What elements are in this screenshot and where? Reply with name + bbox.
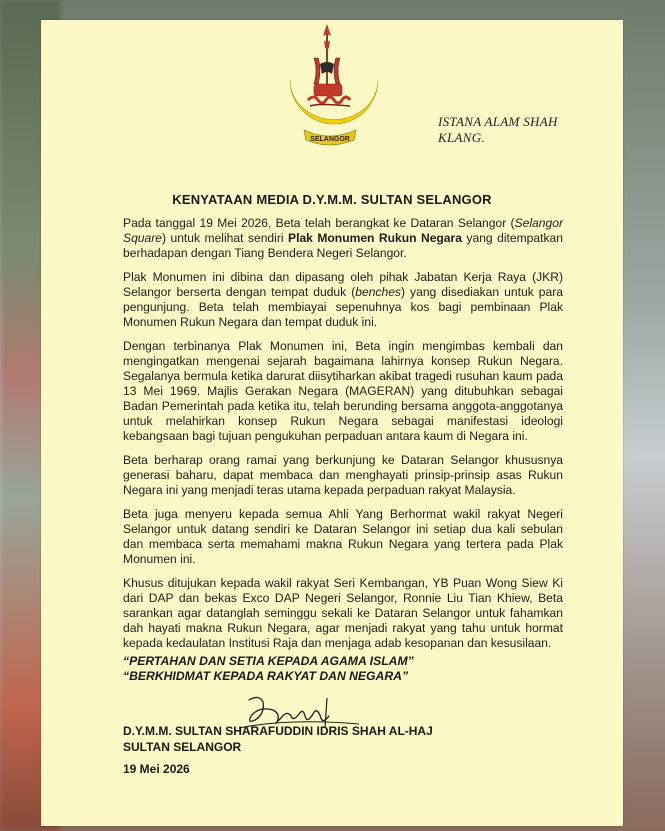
document-title: KENYATAAN MEDIA D.Y.M.M. SULTAN SELANGOR xyxy=(172,192,492,207)
paragraph-text: Beta berharap orang ramai yang berkunjung ke Dataran Selangor khususnya generasi baharu, dapat membaca dan menghayati prinsip-prinsip asas Rukun Negara ini yang menjadi teras utama kepada perpaduan rakyat Malaysia. xyxy=(123,453,563,497)
paragraph-text: Beta juga menyeru kepada semua Ahli Yang Berhormat wakil rakyat Negeri Selangor untuk datang sendiri ke Dataran Selangor ini setiap dua kali sebulan dan membaca serta memahami makna Rukun Negara yang tertera pada Plak Monumen ini. xyxy=(123,507,563,566)
italic-text: benches xyxy=(355,285,401,299)
paragraph-text: yang ditempatkan berhadapan dengan Tiang Bendera Negeri Selangor. xyxy=(123,231,563,260)
letter-body xyxy=(123,216,563,660)
motto-line-2: “BERKHIDMAT KEPADA RAKYAT DAN NEGARA” xyxy=(123,669,409,683)
body-paragraph xyxy=(123,216,563,261)
address-line-2: KLANG. xyxy=(438,130,485,145)
italic-text: Selangor Square xyxy=(123,216,563,245)
palace-address xyxy=(438,114,598,146)
paragraph-text: Khusus ditujukan kepada wakil rakyat Seri Kembangan, YB Puan Wong Siew Ki dari DAP dan bekas Exco DAP Negeri Selangor, Ronnie Liu Tian Khiew, Beta sarankan agar datanglah seminggu sekali ke Dataran Selangor untuk fahamkan dah hayati makna Rukun Negara, agar menjadi rakyat yang tahu untuk hormat kepada kedaulatan Institusi Raja dan menjaga adab kesopanan dan kesusilaan. xyxy=(123,576,563,650)
paragraph-text: Dengan terbinanya Plak Monumen ini, Beta ingin mengimbas kembali dan mengingatkan mengenai sejarah bagaimana lahirnya konsep Rukun Negara. Segalanya bermula ketika darurat diisytiharkan akibat tragedi rusuhan kaum pada 13 Mei 1969. Majlis Gerakan Negara (MAGERAN) yang ditubuhkan sebagai Badan Pemerintah pada ketika itu, telah berunding bersama anggota-anggotanya untuk melahirkan konsep Rukun Negara sebagai manifestasi ideologi kebangsaan bagi tujuan pengukuhan perpaduan antara kaum di Negara ini. xyxy=(123,339,563,443)
motto-line-1: “PERTAHAN DAN SETIA KEPADA AGAMA ISLAM” xyxy=(123,654,414,668)
signer-block xyxy=(123,723,563,755)
selangor-crest-logo xyxy=(284,22,384,172)
signer-title: SULTAN SELANGOR xyxy=(123,740,242,754)
bold-text: Plak Monumen Rukun Negara xyxy=(288,231,462,245)
signer-name: D.Y.M.M. SULTAN SHARAFUDDIN IDRIS SHAH AL-HAJ xyxy=(123,724,433,738)
body-paragraph xyxy=(123,270,563,330)
background-right-blur xyxy=(623,0,665,831)
letter-page xyxy=(41,20,623,826)
body-paragraph xyxy=(123,453,563,498)
body-paragraph xyxy=(123,339,563,444)
crest-banner-text: SELANGOR xyxy=(310,136,350,143)
paragraph-text: Pada tanggal 19 Mei 2026, Beta telah berangkat ke Dataran Selangor ( xyxy=(123,216,515,230)
paragraph-text: ) yang disediakan untuk para pengunjung. Beta telah membiayai sepenuhnya kos bagi pembinaan Plak Monumen Rukun Negara dan tempat duduk ini. xyxy=(123,285,563,329)
address-line-1: ISTANA ALAM SHAH xyxy=(438,114,558,129)
document-date: 19 Mei 2026 xyxy=(123,762,190,776)
motto xyxy=(123,654,563,684)
paragraph-text: ) untuk melihat sendiri xyxy=(162,231,289,245)
body-paragraph xyxy=(123,507,563,567)
body-paragraph xyxy=(123,576,563,651)
paragraph-text: Plak Monumen ini dibina dan dipasang oleh pihak Jabatan Kerja Raya (JKR) Selangor berserta dengan tempat duduk ( xyxy=(123,270,563,299)
